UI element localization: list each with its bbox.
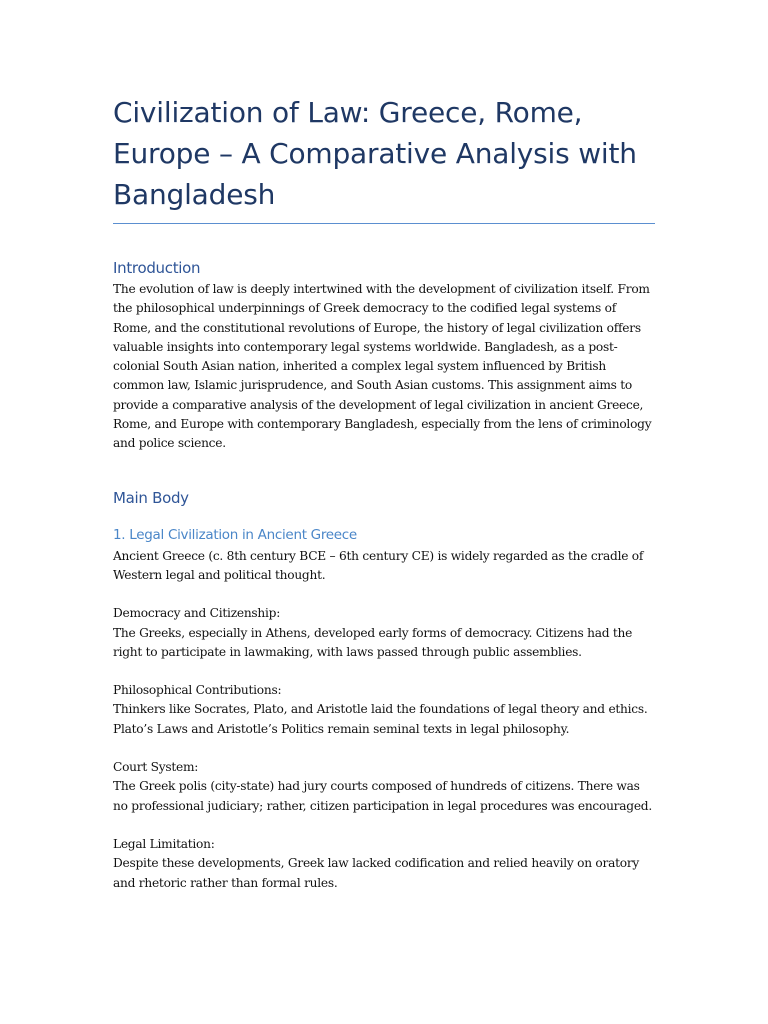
subsection-text: Despite these developments, Greek law lacked codification and relied heavily on oratory and rhetoric rather than formal rules. <box>113 856 640 890</box>
introduction-heading: Introduction <box>113 259 201 277</box>
subsection-text: Thinkers like Socrates, Plato, and Aristotle laid the foundations of legal theory and ethics. Plato’s Laws and Aristotle’s Politics remain seminal texts in legal philosophy. <box>113 702 648 736</box>
subsection-label: Legal Limitation: <box>113 836 215 851</box>
subsection-label: Court System: <box>113 760 199 775</box>
subsection-label: Democracy and Citizenship: <box>113 606 281 621</box>
subsection-text: The Greeks, especially in Athens, developed early forms of democracy. Citizens had the right to participate in lawmaking, with laws passed through public assemblies. <box>113 625 633 659</box>
subsection-label: Philosophical Contributions: <box>113 683 282 698</box>
title-divider <box>113 223 655 224</box>
main-body-heading: Main Body <box>113 488 189 507</box>
subsection-legal-limitation <box>113 835 655 893</box>
document-title: Civilization of Law: Greece, Rome, Europe – A Comparative Analysis with Bangladesh <box>113 96 637 211</box>
subsection-democracy <box>113 604 655 662</box>
subsection-court-system <box>113 758 655 816</box>
document-page <box>113 92 655 893</box>
introduction-paragraph: The evolution of law is deeply intertwined with the development of civilization itself. From the philosophical underpinnings of Greek democracy to the codified legal systems of Rome, and the constitutional revolutions of Europe, the history of legal civilization offers valuable insights into contemporary legal systems worldwide. Bangladesh, as a post-colonial South Asian nation, inherited a complex legal system influenced by British common law, Islamic jurisprudence, and South Asian customs. This assignment aims to provide a comparative analysis of the development of legal civilization in ancient Greece, Rome, and Europe with contemporary Bangladesh, especially from the lens of criminology and police science. <box>113 282 652 451</box>
subsection-text: The Greek polis (city-state) had jury courts composed of hundreds of citizens. There was no professional judiciary; rather, citizen participation in legal procedures was encouraged. <box>113 779 652 813</box>
section-heading-greece: 1. Legal Civilization in Ancient Greece <box>113 526 357 543</box>
subsection-philosophy <box>113 681 655 739</box>
section-intro-paragraph: Ancient Greece (c. 8th century BCE – 6th century CE) is widely regarded as the cradle of Western legal and political thought. <box>113 548 644 582</box>
